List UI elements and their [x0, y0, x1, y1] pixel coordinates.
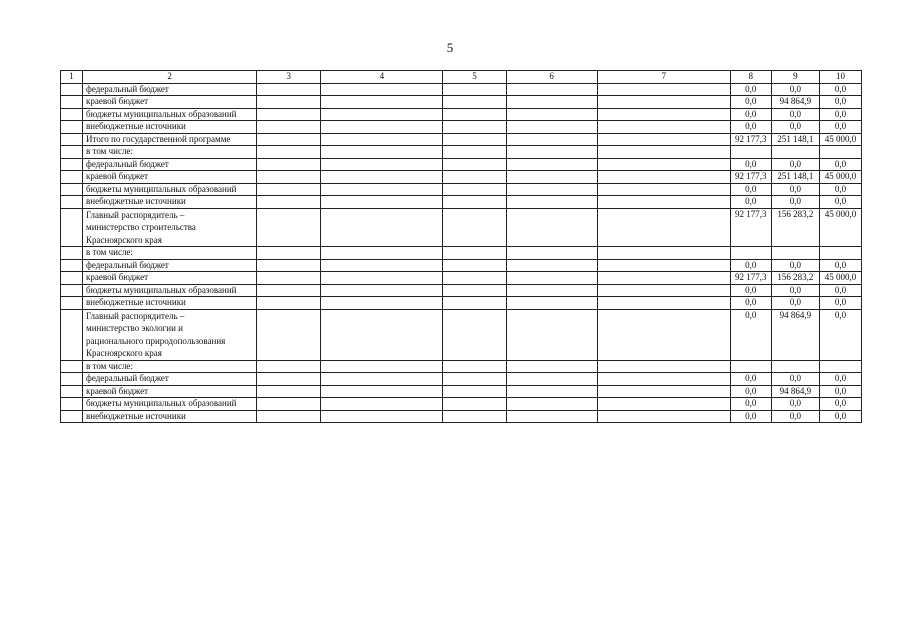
- row-label: бюджеты муниципальных образований: [83, 183, 257, 196]
- cell-col-6: [506, 398, 597, 411]
- column-header-1: 1: [61, 71, 83, 84]
- cell-col-5: [443, 121, 506, 134]
- table-body: [61, 83, 862, 423]
- table-row: [61, 121, 862, 134]
- column-header-2: 2: [83, 71, 257, 84]
- cell-col-3: [257, 146, 321, 159]
- cell-col-7: [597, 171, 730, 184]
- cell-col-4: [321, 171, 443, 184]
- cell-col-7: [597, 208, 730, 247]
- cell-col-6: [506, 158, 597, 171]
- cell-col-4: [321, 196, 443, 209]
- value-col-8: 0,0: [730, 183, 771, 196]
- table-row: [61, 360, 862, 373]
- cell-col-5: [443, 83, 506, 96]
- row-label: в том числе:: [83, 146, 257, 159]
- value-col-8: 0,0: [730, 83, 771, 96]
- table-row: [61, 309, 862, 360]
- cell-col-3: [257, 284, 321, 297]
- cell-col-4: [321, 83, 443, 96]
- cell-col-7: [597, 121, 730, 134]
- value-col-10: 0,0: [819, 398, 861, 411]
- value-col-10: 0,0: [819, 121, 861, 134]
- value-col-10: 0,0: [819, 158, 861, 171]
- row-label: краевой бюджет: [83, 96, 257, 109]
- cell-col-5: [443, 272, 506, 285]
- cell-col-3: [257, 272, 321, 285]
- cell-col-3: [257, 360, 321, 373]
- cell-col-5: [443, 360, 506, 373]
- cell-col-4: [321, 247, 443, 260]
- value-col-8: 0,0: [730, 309, 771, 360]
- table-row: [61, 96, 862, 109]
- cell-col-4: [321, 108, 443, 121]
- cell-col-1: [61, 146, 83, 159]
- table-row: [61, 83, 862, 96]
- value-col-9: 0,0: [771, 284, 819, 297]
- value-col-10: 0,0: [819, 385, 861, 398]
- cell-col-6: [506, 208, 597, 247]
- cell-col-4: [321, 297, 443, 310]
- cell-col-3: [257, 121, 321, 134]
- value-col-10: 0,0: [819, 297, 861, 310]
- cell-col-4: [321, 133, 443, 146]
- row-label-line: Главный распорядитель –: [86, 310, 185, 321]
- cell-col-5: [443, 196, 506, 209]
- row-label: краевой бюджет: [83, 272, 257, 285]
- cell-col-7: [597, 108, 730, 121]
- value-col-8: 0,0: [730, 373, 771, 386]
- cell-col-6: [506, 146, 597, 159]
- cell-col-1: [61, 158, 83, 171]
- cell-col-1: [61, 196, 83, 209]
- cell-col-1: [61, 284, 83, 297]
- row-label: бюджеты муниципальных образований: [83, 108, 257, 121]
- row-label: Итого по государственной программе: [83, 133, 257, 146]
- cell-col-5: [443, 208, 506, 247]
- cell-col-3: [257, 398, 321, 411]
- row-label-line: Главный распорядитель –: [86, 209, 185, 220]
- cell-col-1: [61, 410, 83, 423]
- value-col-8: 92 177,3: [730, 208, 771, 247]
- cell-col-3: [257, 171, 321, 184]
- cell-col-7: [597, 309, 730, 360]
- table-row: [61, 272, 862, 285]
- cell-col-3: [257, 373, 321, 386]
- cell-col-1: [61, 272, 83, 285]
- cell-col-6: [506, 385, 597, 398]
- cell-col-6: [506, 284, 597, 297]
- row-label: федеральный бюджет: [83, 158, 257, 171]
- cell-col-3: [257, 259, 321, 272]
- value-col-9: [771, 360, 819, 373]
- column-header-7: 7: [597, 71, 730, 84]
- value-col-9: 0,0: [771, 373, 819, 386]
- value-col-9: 0,0: [771, 297, 819, 310]
- value-col-8: 0,0: [730, 108, 771, 121]
- value-col-10: 45 000,0: [819, 272, 861, 285]
- column-header-6: 6: [506, 71, 597, 84]
- cell-col-3: [257, 196, 321, 209]
- value-col-10: 0,0: [819, 96, 861, 109]
- cell-col-7: [597, 284, 730, 297]
- row-label-line: Красноярского края: [86, 234, 162, 245]
- cell-col-7: [597, 133, 730, 146]
- page-number: 5: [446, 40, 454, 55]
- row-label: краевой бюджет: [83, 171, 257, 184]
- cell-col-4: [321, 385, 443, 398]
- value-col-8: 0,0: [730, 121, 771, 134]
- cell-col-1: [61, 373, 83, 386]
- value-col-8: 92 177,3: [730, 171, 771, 184]
- value-col-10: 0,0: [819, 284, 861, 297]
- value-col-8: 0,0: [730, 96, 771, 109]
- table-row: [61, 183, 862, 196]
- cell-col-7: [597, 96, 730, 109]
- value-col-9: 251 148,1: [771, 133, 819, 146]
- table-row: [61, 259, 862, 272]
- cell-col-3: [257, 133, 321, 146]
- value-col-8: 0,0: [730, 297, 771, 310]
- cell-col-5: [443, 385, 506, 398]
- cell-col-1: [61, 171, 83, 184]
- row-label: федеральный бюджет: [83, 373, 257, 386]
- row-label: внебюджетные источники: [83, 196, 257, 209]
- cell-col-5: [443, 398, 506, 411]
- row-label-line: рационального природопользования: [86, 335, 226, 346]
- row-label: бюджеты муниципальных образований: [83, 398, 257, 411]
- value-col-8: 0,0: [730, 259, 771, 272]
- table-row: [61, 410, 862, 423]
- cell-col-1: [61, 83, 83, 96]
- value-col-9: 0,0: [771, 259, 819, 272]
- value-col-10: 0,0: [819, 183, 861, 196]
- value-col-9: 0,0: [771, 398, 819, 411]
- value-col-9: 156 283,2: [771, 272, 819, 285]
- cell-col-1: [61, 360, 83, 373]
- value-col-10: 45 000,0: [819, 133, 861, 146]
- cell-col-1: [61, 247, 83, 260]
- value-col-9: 156 283,2: [771, 208, 819, 247]
- value-col-9: 0,0: [771, 121, 819, 134]
- cell-col-6: [506, 96, 597, 109]
- row-label: [83, 208, 257, 247]
- cell-col-7: [597, 385, 730, 398]
- cell-col-6: [506, 272, 597, 285]
- value-col-8: [730, 360, 771, 373]
- row-label: внебюджетные источники: [83, 410, 257, 423]
- value-col-10: 0,0: [819, 309, 861, 360]
- cell-col-7: [597, 398, 730, 411]
- cell-col-5: [443, 133, 506, 146]
- cell-col-6: [506, 309, 597, 360]
- cell-col-4: [321, 373, 443, 386]
- value-col-10: [819, 247, 861, 260]
- column-header-4: 4: [321, 71, 443, 84]
- value-col-10: 0,0: [819, 410, 861, 423]
- cell-col-3: [257, 96, 321, 109]
- cell-col-4: [321, 360, 443, 373]
- table-row: [61, 146, 862, 159]
- value-col-9: 0,0: [771, 183, 819, 196]
- table-row: [61, 398, 862, 411]
- cell-col-7: [597, 247, 730, 260]
- cell-col-1: [61, 385, 83, 398]
- cell-col-1: [61, 208, 83, 247]
- value-col-9: 94 864,9: [771, 309, 819, 360]
- cell-col-4: [321, 398, 443, 411]
- cell-col-5: [443, 183, 506, 196]
- value-col-8: 0,0: [730, 284, 771, 297]
- table-row: [61, 373, 862, 386]
- value-col-9: 94 864,9: [771, 385, 819, 398]
- cell-col-7: [597, 183, 730, 196]
- value-col-9: 0,0: [771, 83, 819, 96]
- cell-col-1: [61, 108, 83, 121]
- cell-col-4: [321, 259, 443, 272]
- cell-col-4: [321, 208, 443, 247]
- cell-col-5: [443, 297, 506, 310]
- cell-col-5: [443, 158, 506, 171]
- cell-col-3: [257, 385, 321, 398]
- row-label: федеральный бюджет: [83, 83, 257, 96]
- column-header-8: 8: [730, 71, 771, 84]
- cell-col-5: [443, 410, 506, 423]
- table-row: [61, 208, 862, 247]
- cell-col-7: [597, 297, 730, 310]
- value-col-9: 0,0: [771, 196, 819, 209]
- table-row: [61, 158, 862, 171]
- column-header-5: 5: [443, 71, 506, 84]
- value-col-8: 92 177,3: [730, 272, 771, 285]
- table-header-row: [61, 71, 862, 84]
- row-label: краевой бюджет: [83, 385, 257, 398]
- cell-col-6: [506, 410, 597, 423]
- value-col-8: 0,0: [730, 410, 771, 423]
- row-label-line: Красноярского края: [86, 348, 162, 358]
- cell-col-1: [61, 398, 83, 411]
- row-label: в том числе:: [83, 247, 257, 260]
- table-row: [61, 108, 862, 121]
- value-col-10: 45 000,0: [819, 171, 861, 184]
- cell-col-5: [443, 259, 506, 272]
- column-header-10: 10: [819, 71, 861, 84]
- row-label: в том числе:: [83, 360, 257, 373]
- value-col-9: 251 148,1: [771, 171, 819, 184]
- cell-col-3: [257, 183, 321, 196]
- value-col-10: [819, 146, 861, 159]
- row-label-line: министерство строительства: [86, 222, 196, 232]
- value-col-8: 0,0: [730, 158, 771, 171]
- value-col-10: [819, 360, 861, 373]
- value-col-9: 0,0: [771, 158, 819, 171]
- cell-col-5: [443, 171, 506, 184]
- cell-col-6: [506, 196, 597, 209]
- cell-col-1: [61, 297, 83, 310]
- table-row: [61, 247, 862, 260]
- cell-col-4: [321, 146, 443, 159]
- cell-col-7: [597, 83, 730, 96]
- cell-col-5: [443, 247, 506, 260]
- value-col-8: 92 177,3: [730, 133, 771, 146]
- cell-col-6: [506, 247, 597, 260]
- cell-col-3: [257, 208, 321, 247]
- cell-col-3: [257, 247, 321, 260]
- value-col-8: 0,0: [730, 196, 771, 209]
- column-header-3: 3: [257, 71, 321, 84]
- cell-col-3: [257, 108, 321, 121]
- cell-col-7: [597, 259, 730, 272]
- cell-col-7: [597, 373, 730, 386]
- value-col-8: 0,0: [730, 398, 771, 411]
- value-col-10: 0,0: [819, 108, 861, 121]
- cell-col-7: [597, 196, 730, 209]
- value-col-10: 0,0: [819, 259, 861, 272]
- cell-col-3: [257, 410, 321, 423]
- cell-col-6: [506, 183, 597, 196]
- cell-col-7: [597, 410, 730, 423]
- cell-col-6: [506, 108, 597, 121]
- cell-col-4: [321, 284, 443, 297]
- value-col-8: [730, 146, 771, 159]
- cell-col-4: [321, 272, 443, 285]
- value-col-10: 0,0: [819, 196, 861, 209]
- cell-col-5: [443, 284, 506, 297]
- cell-col-4: [321, 158, 443, 171]
- budget-table: [60, 70, 862, 423]
- cell-col-6: [506, 373, 597, 386]
- value-col-10: 0,0: [819, 83, 861, 96]
- value-col-9: 94 864,9: [771, 96, 819, 109]
- cell-col-5: [443, 373, 506, 386]
- value-col-9: [771, 146, 819, 159]
- value-col-8: [730, 247, 771, 260]
- cell-col-7: [597, 158, 730, 171]
- cell-col-1: [61, 96, 83, 109]
- table-row: [61, 171, 862, 184]
- cell-col-1: [61, 309, 83, 360]
- value-col-8: 0,0: [730, 385, 771, 398]
- cell-col-6: [506, 297, 597, 310]
- table-row: [61, 133, 862, 146]
- row-label: внебюджетные источники: [83, 297, 257, 310]
- value-col-10: 45 000,0: [819, 208, 861, 247]
- cell-col-5: [443, 108, 506, 121]
- cell-col-7: [597, 146, 730, 159]
- cell-col-5: [443, 96, 506, 109]
- cell-col-1: [61, 133, 83, 146]
- table-row: [61, 297, 862, 310]
- cell-col-6: [506, 259, 597, 272]
- cell-col-7: [597, 272, 730, 285]
- cell-col-3: [257, 297, 321, 310]
- table-row: [61, 284, 862, 297]
- cell-col-6: [506, 133, 597, 146]
- row-label: [83, 309, 257, 360]
- table-row: [61, 196, 862, 209]
- cell-col-3: [257, 83, 321, 96]
- cell-col-4: [321, 309, 443, 360]
- table-row: [61, 385, 862, 398]
- row-label: внебюджетные источники: [83, 121, 257, 134]
- cell-col-6: [506, 121, 597, 134]
- row-label: федеральный бюджет: [83, 259, 257, 272]
- cell-col-6: [506, 171, 597, 184]
- cell-col-6: [506, 360, 597, 373]
- cell-col-1: [61, 259, 83, 272]
- cell-col-4: [321, 183, 443, 196]
- cell-col-6: [506, 83, 597, 96]
- value-col-9: 0,0: [771, 410, 819, 423]
- value-col-10: 0,0: [819, 373, 861, 386]
- cell-col-1: [61, 121, 83, 134]
- row-label: бюджеты муниципальных образований: [83, 284, 257, 297]
- column-header-9: 9: [771, 71, 819, 84]
- cell-col-3: [257, 158, 321, 171]
- value-col-9: [771, 247, 819, 260]
- cell-col-3: [257, 309, 321, 360]
- row-label-line: министерство экологии и: [86, 323, 183, 333]
- cell-col-4: [321, 96, 443, 109]
- cell-col-1: [61, 183, 83, 196]
- value-col-9: 0,0: [771, 108, 819, 121]
- cell-col-4: [321, 121, 443, 134]
- cell-col-5: [443, 146, 506, 159]
- cell-col-4: [321, 410, 443, 423]
- cell-col-7: [597, 360, 730, 373]
- cell-col-5: [443, 309, 506, 360]
